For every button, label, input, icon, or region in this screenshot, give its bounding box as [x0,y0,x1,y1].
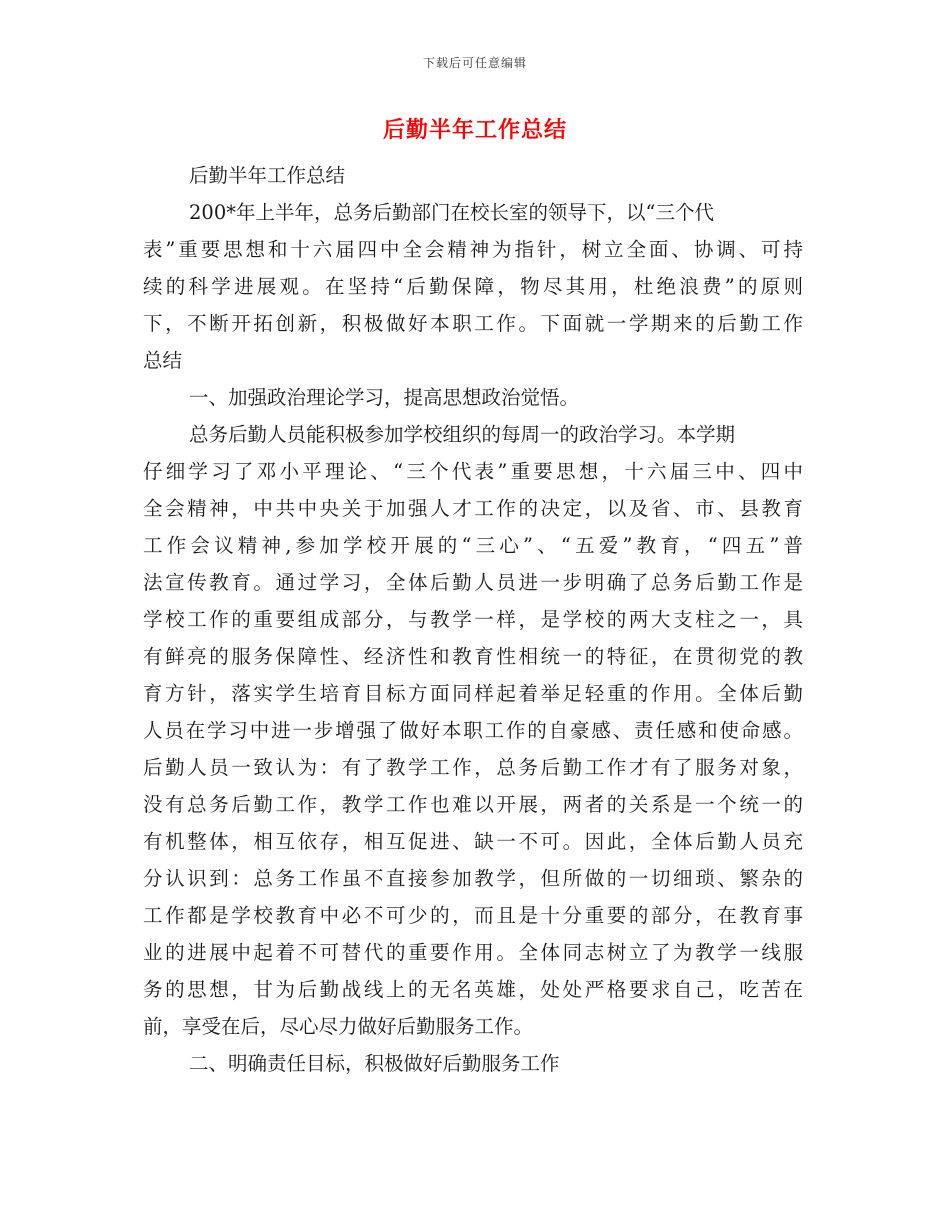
paragraph-line: 工作都是学校教育中必不可少的，而且是十分重要的部分，在教育事 [143,904,803,927]
paragraph-line: 后勤人员一致认为：有了教学工作，总务后勤工作才有了服务对象， [143,756,803,779]
subtitle-paragraph [143,157,803,194]
paragraph-line: 总结 [143,349,183,372]
paragraph-line: 续的科学进展观。在坚持“后勤保障，物尽其用，杜绝浪费”的原则 [143,275,803,298]
paragraph-line: 总务后勤人员能积极参加学校组织的每周一的政治学习。本学期 [189,423,736,446]
paragraph-line: 仔细学习了邓小平理论、“三个代表”重要思想，十六届三中、四中 [143,460,803,483]
paragraph-line: 200*年上半年，总务后勤部门在校长室的领导下，以“三个代 [189,201,714,224]
paragraph-line: 全会精神，中共中央关于加强人才工作的决定，以及省、市、县教育 [143,497,803,520]
document-body [143,157,803,1082]
paragraph-line: 育方针，落实学生培育目标方面同样起着举足轻重的作用。全体后勤 [143,682,803,705]
paragraph-line: 人员在学习中进一步增强了做好本职工作的自豪感、责任感和使命感。 [143,719,803,742]
paragraph-line: 法宣传教育。通过学习，全体后勤人员进一步明确了总务后勤工作是 [143,571,803,594]
paragraph-line: 有机整体，相互依存，相互促进、缺一不可。因此，全体后勤人员充 [143,830,803,853]
page-header-note: 下载后可任意编辑 [422,56,527,70]
document-title: 后勤半年工作总结 [382,117,567,143]
paragraph-line: 下，不断开拓创新，积极做好本职工作。下面就一学期来的后勤工作 [143,312,803,335]
section-heading-line: 二、明确责任目标，积极做好后勤服务工作 [189,1052,560,1075]
section-heading-1 [143,379,803,416]
paragraph-line: 务的思想，甘为后勤战线上的无名英雄，处处严格要求自己，吃苦在 [143,978,803,1001]
section-1-paragraph [143,416,803,1045]
paragraph-line: 前，享受在后，尽心尽力做好后勤服务工作。 [143,1015,534,1038]
section-heading-line: 一、加强政治理论学习，提高思想政治觉悟。 [189,386,580,409]
paragraph-line: 工作会议精神,参加学校开展的“三心”、“五爱”教育，“四五”普 [143,534,803,557]
paragraph-line: 表”重要思想和十六届四中全会精神为指针，树立全面、协调、可持 [143,238,803,261]
paragraph-line: 没有总务后勤工作，教学工作也难以开展，两者的关系是一个统一的 [143,793,803,816]
paragraph-line: 分认识到：总务工作虽不直接参加教学，但所做的一切细琐、繁杂的 [143,867,803,890]
section-heading-2 [143,1045,803,1082]
paragraph-line: 业的进展中起着不可替代的重要作用。全体同志树立了为教学一线服 [143,941,803,964]
intro-paragraph [143,194,803,379]
paragraph-line: 有鲜亮的服务保障性、经济性和教育性相统一的特征，在贯彻党的教 [143,645,803,668]
subtitle-line: 后勤半年工作总结 [189,164,346,187]
paragraph-line: 学校工作的重要组成部分，与教学一样，是学校的两大支柱之一，具 [143,608,803,631]
